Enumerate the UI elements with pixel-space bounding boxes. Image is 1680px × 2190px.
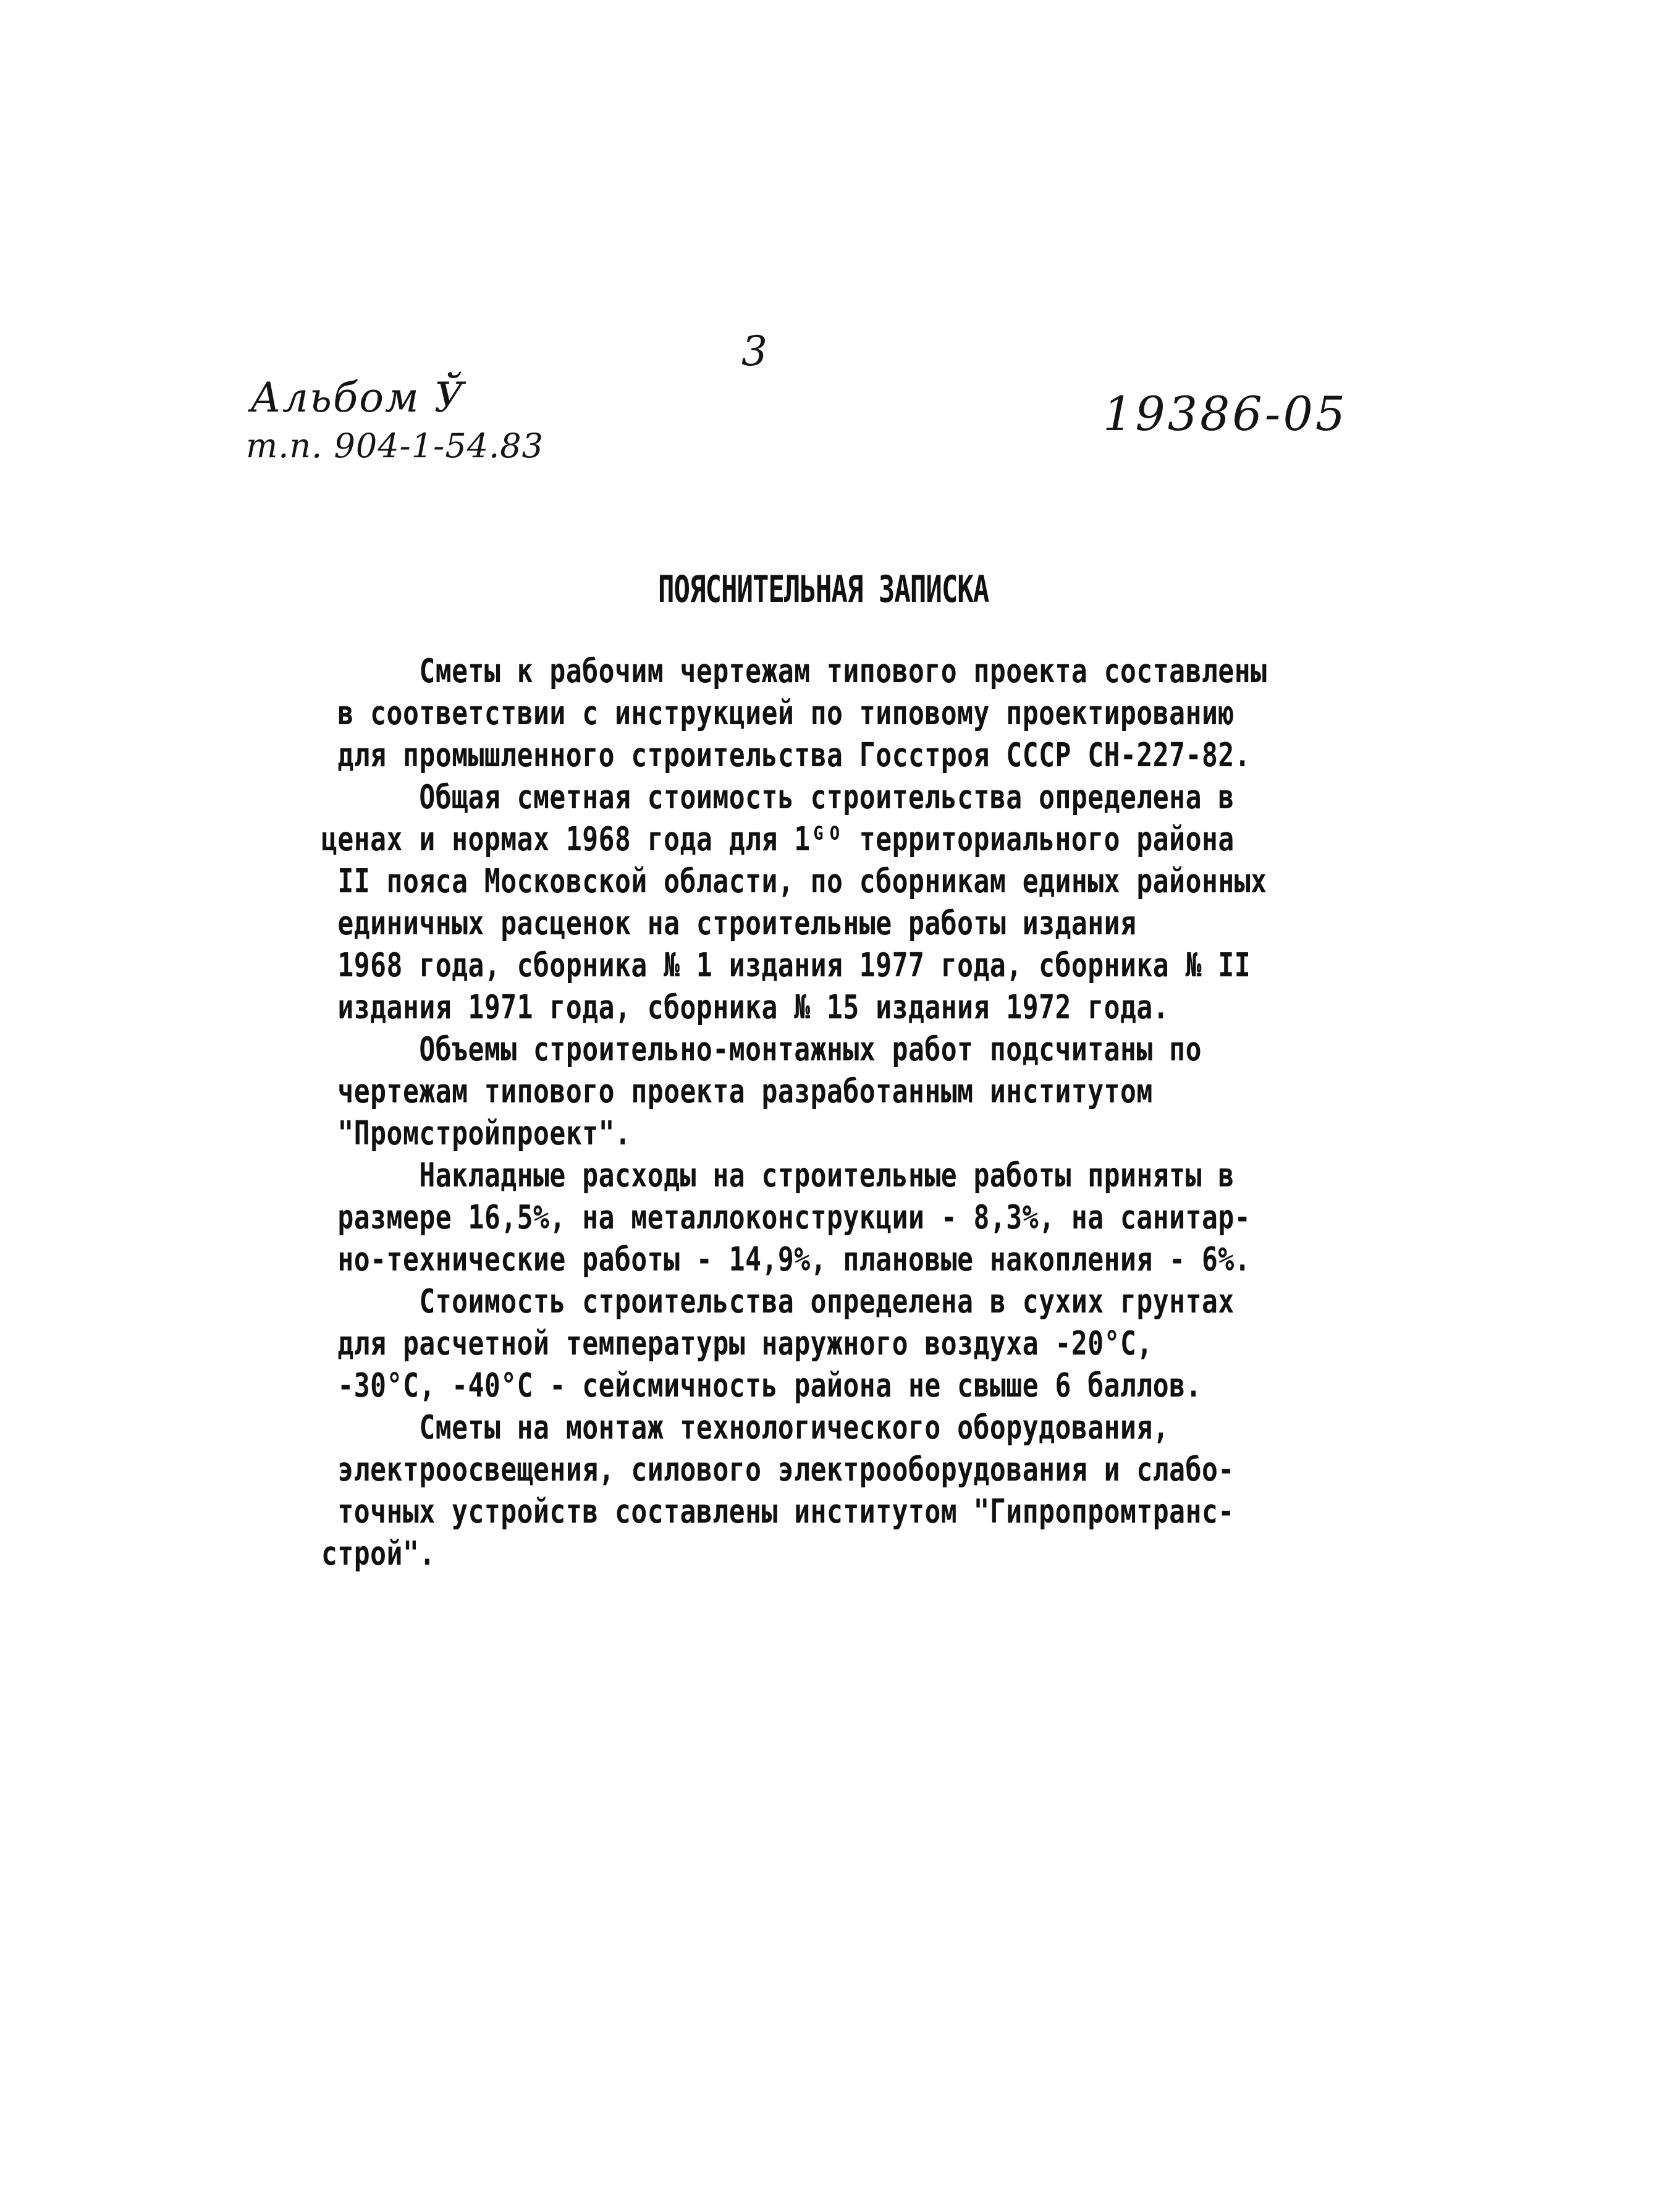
text-line: чертежам типового проекта разработанным институтом (321, 1072, 1153, 1111)
text-line: электроосвещения, силового электрооборудования и слабо- (321, 1450, 1235, 1489)
text-line: Сметы на монтаж технологического оборудования, (321, 1408, 1170, 1447)
text-line: для промышленного строительства Госстроя СССР СН-227-82. (321, 736, 1251, 775)
text-line: Стоимость строительства определена в сухих грунтах (321, 1282, 1235, 1321)
document-title: ПОЯСНИТЕЛЬНАЯ ЗАПИСКА (658, 569, 989, 611)
page-number: 3 (741, 328, 767, 375)
text-line: для расчетной температуры наружного воздуха -20°С, (321, 1324, 1153, 1363)
text-line: -30°С, -40°С - сейсмичность района не свыше 6 баллов. (321, 1366, 1202, 1405)
text-line: размере 16,5%, на металлоконструкции - 8,3%, на санитар- (321, 1198, 1251, 1237)
text-line: Объемы строительно-монтажных работ подсчитаны по (321, 1030, 1202, 1069)
document-number: 19386-05 (1103, 386, 1348, 441)
text-line: точных устройств составлены институтом "Гипропромтранс- (321, 1492, 1235, 1531)
project-code: т.п. 904-1-54.83 (246, 426, 544, 465)
text-line: в соответствии с инструкцией по типовому проектированию (321, 694, 1235, 733)
text-line: Накладные расходы на строительные работы приняты в (321, 1156, 1235, 1195)
text-line: 1968 года, сборника № 1 издания 1977 года, сборника № II (321, 946, 1251, 985)
text-line: строй". (321, 1534, 436, 1573)
text-line: ценах и нормах 1968 года для 1ᴳᴼ территориального района (321, 820, 1235, 859)
text-line: Общая сметная стоимость строительства определена в (321, 778, 1235, 817)
text-line: но-технические работы - 14,9%, плановые накопления - 6%. (321, 1240, 1251, 1279)
text-line: Сметы к рабочим чертежам типового проекта составлены (321, 652, 1267, 691)
text-line: единичных расценок на строительные работы издания (321, 904, 1137, 943)
text-line: издания 1971 года, сборника № 15 издания 1972 года. (321, 988, 1170, 1027)
text-line: "Промстройпроект". (321, 1114, 631, 1153)
text-line: II пояса Московской области, по сборникам единых районных (321, 862, 1267, 901)
album-label: Альбом Ў (250, 374, 465, 421)
